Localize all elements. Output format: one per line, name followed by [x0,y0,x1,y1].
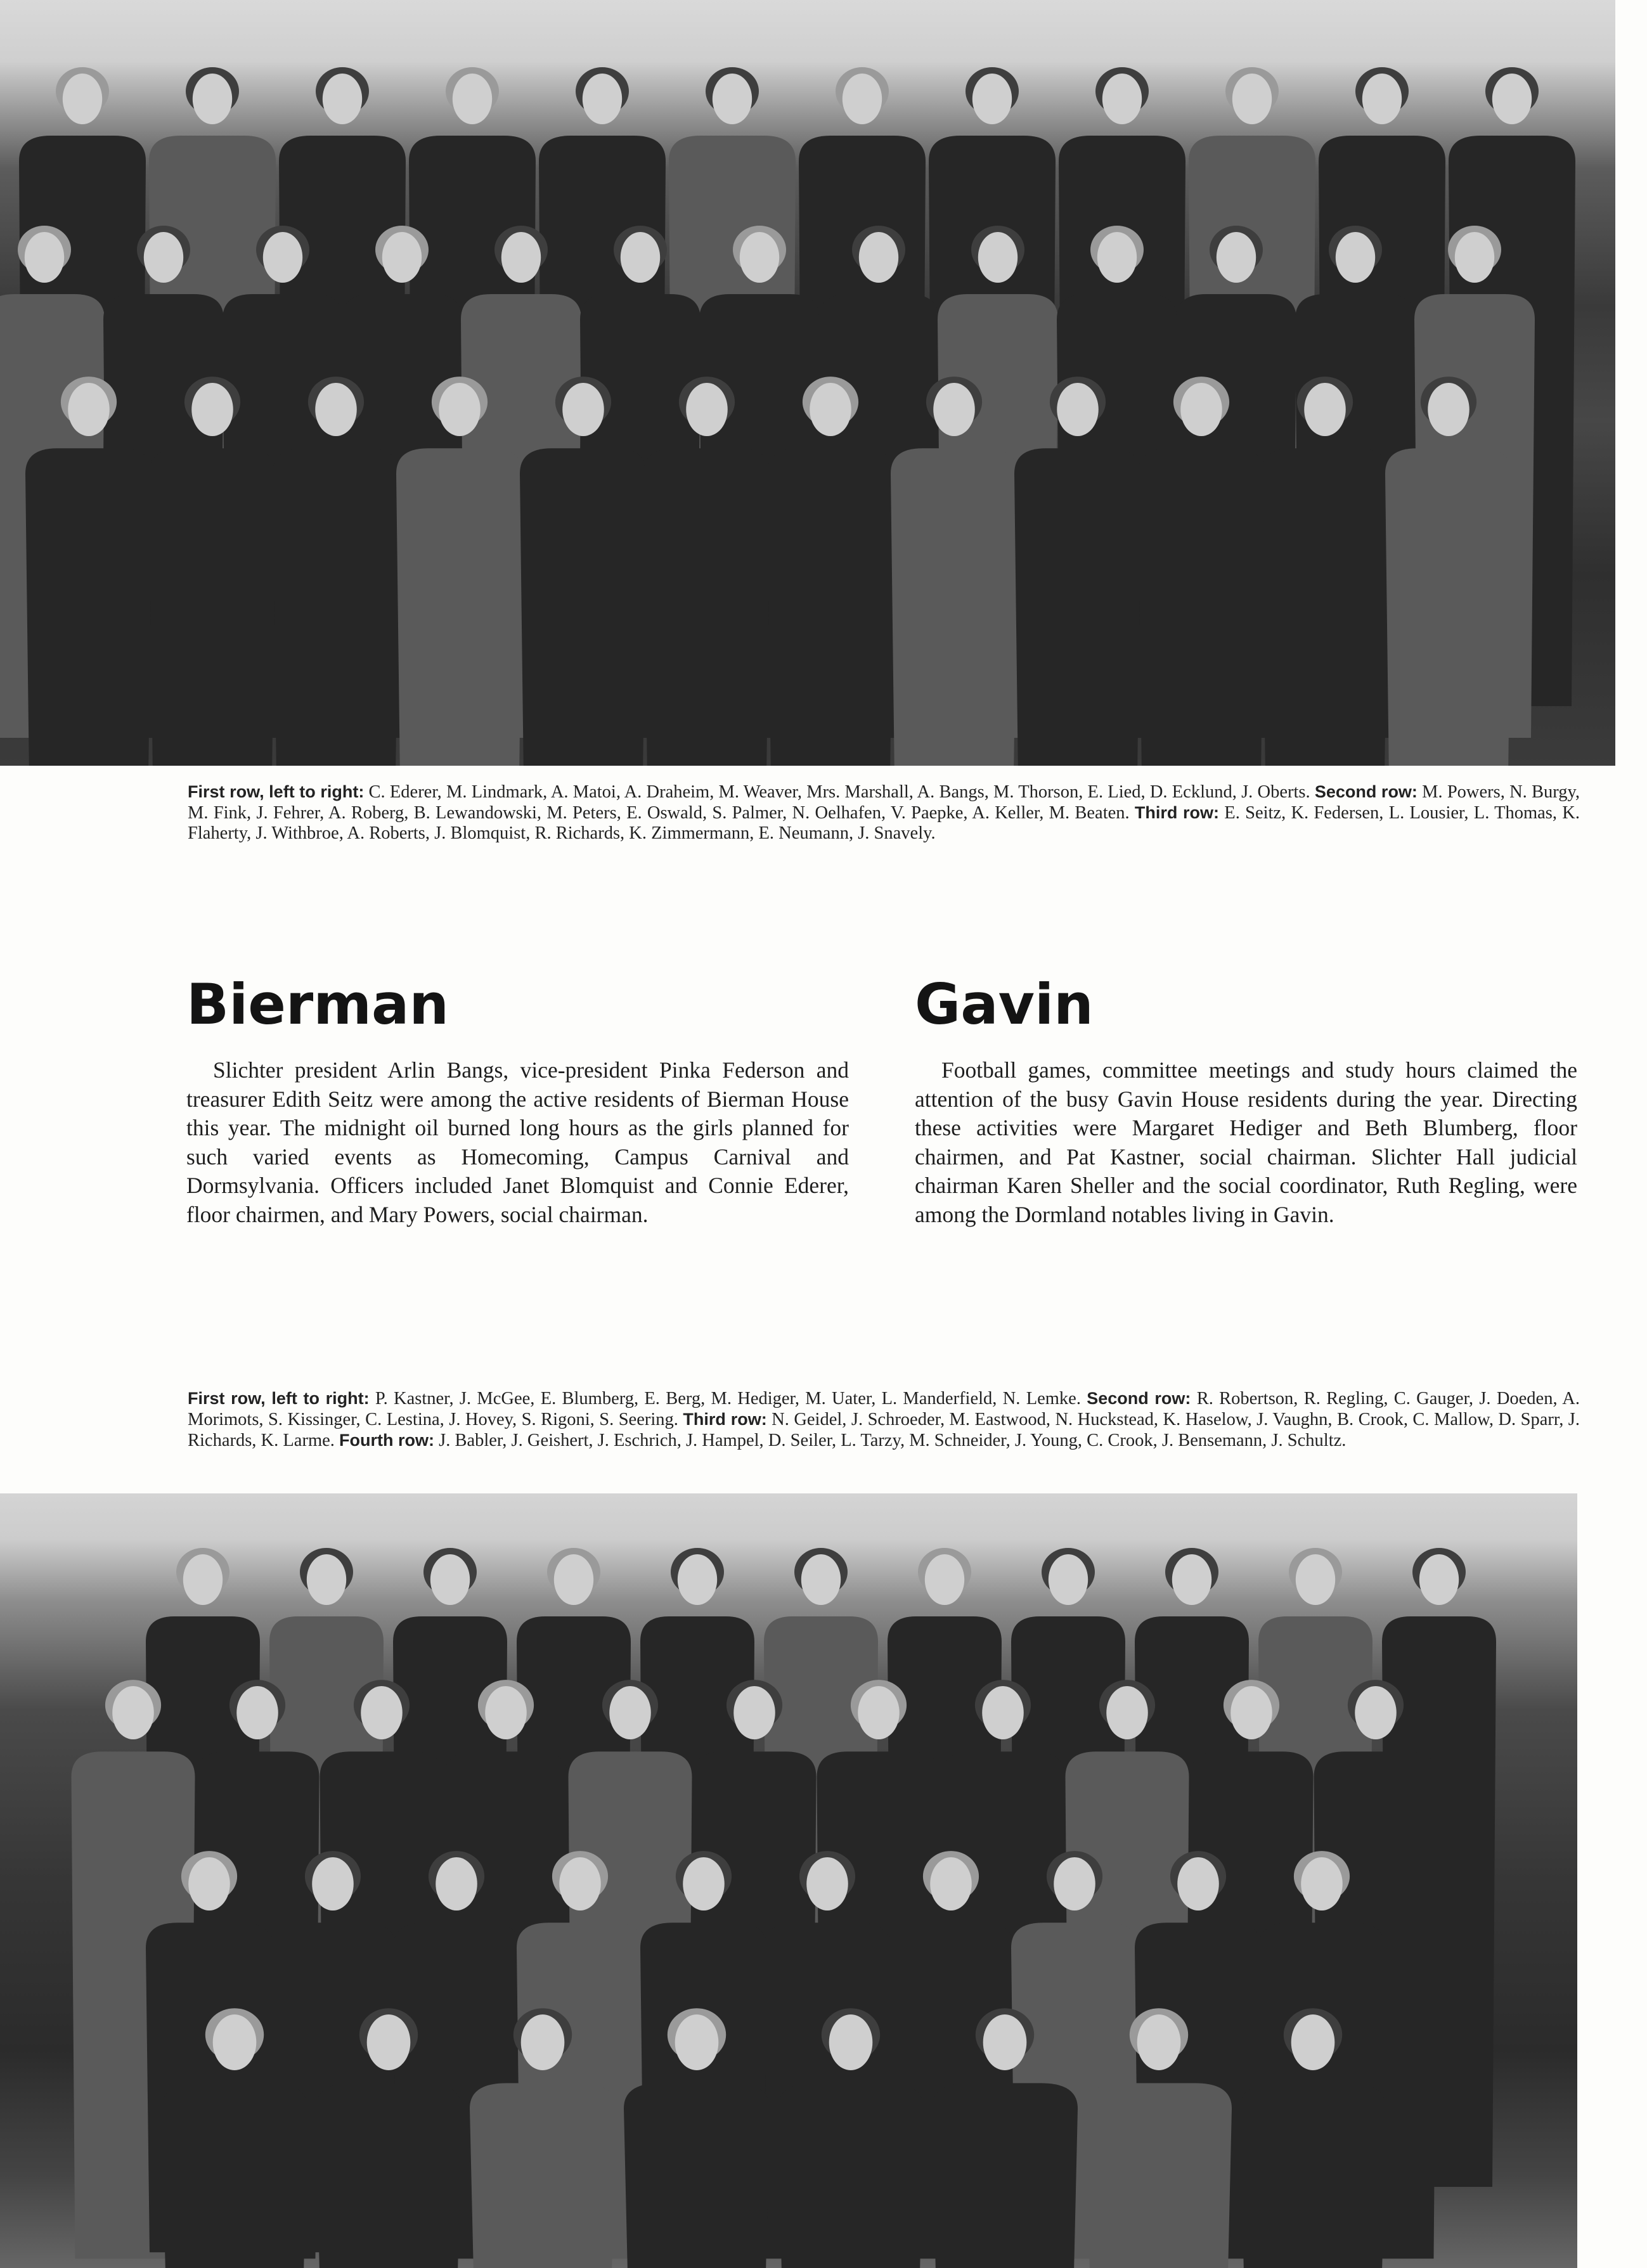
person-face [609,1686,651,1739]
person-silhouette [149,448,276,766]
person-face [1057,383,1099,436]
caption-row-label: Second row: [1087,1389,1191,1408]
person-face [1492,74,1532,124]
person-face [1230,1686,1272,1739]
person-face [144,232,183,283]
person-face [361,1686,403,1739]
person-face [1336,232,1375,283]
person-face [430,1554,470,1605]
caption-row-names: E. Seitz, K. Federsen, L. Lousier, L. Thomas, K. Flaherty, J. Withbroe, A. Roberts, J. Blomquist, R. Richards, K. Zimmermann, E. Neumann, J. Snavely. [188,803,1580,843]
person-face [972,74,1012,124]
person-face [740,232,779,283]
caption-row-label: First row, left to right: [188,1389,370,1408]
bierman-headline: Bierman [186,972,449,1037]
person-face [1049,1554,1088,1605]
person-face [925,1554,964,1605]
person-silhouette [778,2083,924,2268]
person-face [1106,1686,1148,1739]
person-face [858,1686,900,1739]
caption-row-names: N. Geidel, J. Schroeder, M. Eastwood, N. Huckstead, K. Haselow, J. Vaughn, B. Crook, C. Mallow, D. Sparr, J. Richards, K. Larme. [188,1410,1580,1450]
gavin-group-photo [0,1493,1577,2268]
person-face [323,74,362,124]
person-face [436,1857,477,1910]
gavin-photo-figures [0,1493,1577,2268]
person-silhouette [1240,2083,1386,2268]
person-face [188,1857,230,1910]
bierman-group-photo [0,0,1615,766]
person-silhouette [767,448,894,766]
person-face [683,1857,725,1910]
person-face [367,2014,411,2070]
person-face [1180,383,1222,436]
person-face [810,383,851,436]
person-face [1301,1857,1343,1910]
person-face [978,232,1017,283]
person-silhouette [1262,448,1388,766]
bierman-photo-figures [0,0,1615,766]
person-silhouette [162,2083,307,2268]
person-face [1455,232,1494,283]
person-face [1102,74,1142,124]
bierman-photo-caption [188,782,1580,844]
caption-row-label: First row, left to right: [188,782,365,801]
person-face [236,1686,278,1739]
person-face [933,383,975,436]
person-face [930,1857,972,1910]
person-silhouette [25,448,152,766]
person-face [1217,232,1256,283]
person-face [501,232,541,283]
person-silhouette [1385,448,1512,766]
person-face [1177,1857,1219,1910]
person-face [733,1686,775,1739]
person-face [1355,1686,1397,1739]
person-face [25,232,64,283]
gavin-article-text: Football games, committee meetings and study hours claimed the attention of the busy Gavin House residents during the year. Directing these activities were Margaret Hediger and Beth Blumberg, floor chairmen, and Pat Kastner, social chairman. Slichter Hall judicial chairman Karen Sheller and the social coordinator, Ruth Regling, were among the Dormland notables living in Gavin. [915,1057,1577,1227]
person-face [583,74,622,124]
person-face [1172,1554,1211,1605]
person-face [1296,1554,1335,1605]
person-face [554,1554,593,1605]
caption-row-names: R. Robertson, R. Regling, C. Gauger, J. Doeden, A. Morimots, S. Kissinger, C. Lestina, J. Hovey, S. Rigoni, S. Seering. [188,1389,1580,1429]
person-silhouette [470,2083,616,2268]
person-face [191,383,233,436]
person-face [843,74,882,124]
caption-row-label: Fourth row: [339,1431,434,1450]
person-face [183,1554,223,1605]
person-face [68,383,110,436]
person-face [1428,383,1469,436]
gavin-photo-caption [188,1388,1580,1451]
person-silhouette [624,2083,770,2268]
person-face [982,1686,1024,1739]
person-silhouette [316,2083,462,2268]
person-face [801,1554,841,1605]
person-silhouette [396,448,523,766]
person-face [1419,1554,1459,1605]
person-face [859,232,898,283]
caption-row-label: Second row: [1314,782,1418,801]
person-silhouette [643,448,770,766]
caption-row-names: C. Ederer, M. Lindmark, A. Matoi, A. Draheim, M. Weaver, Mrs. Marshall, A. Bangs, M. Thorson, E. Lied, D. Ecklund, J. Oberts. [364,782,1315,802]
person-face [1137,2014,1181,2070]
person-silhouette [273,448,399,766]
person-face [453,74,492,124]
person-silhouette [520,448,647,766]
gavin-headline: Gavin [915,972,1094,1037]
caption-row-label: Third row: [683,1410,767,1429]
person-face [562,383,604,436]
caption-row-names: J. Babler, J. Geishert, J. Eschrich, J. Hampel, D. Seiler, L. Tarzy, M. Schneider, J. Young, C. Crook, J. Bensemann, J. Schultz. [434,1431,1347,1450]
person-face [439,383,481,436]
person-face [485,1686,527,1739]
person-silhouette [1138,448,1265,766]
person-face [983,2014,1027,2070]
person-face [559,1857,601,1910]
person-face [678,1554,717,1605]
person-face [1054,1857,1095,1910]
bierman-article-text: Slichter president Arlin Bangs, vice-president Pinka Federson and treasurer Edith Seitz were among the active residents of Bierman House this year. The midnight oil burned long hours as the girls planned for such varied events as Homecoming, Campus Carnival and Dormsylvania. Officers included Janet Blomquist and Connie Ederer, floor chairmen, and Mary Powers, social chairman. [186,1057,849,1227]
person-face [829,2014,873,2070]
caption-row-names: P. Kastner, J. McGee, E. Blumberg, E. Berg, M. Hediger, M. Uater, L. Manderfield, N. Lemke. [369,1389,1087,1408]
person-face [312,1857,354,1910]
person-silhouette [891,448,1017,766]
person-face [63,74,102,124]
person-face [263,232,302,283]
person-face [315,383,357,436]
person-silhouette [1086,2083,1232,2268]
person-face [1291,2014,1335,2070]
person-face [806,1857,848,1910]
person-face [675,2014,719,2070]
person-face [307,1554,346,1605]
person-face [713,74,752,124]
person-face [112,1686,154,1739]
person-face [1362,74,1402,124]
caption-row-names: M. Powers, N. Burgy, M. Fink, J. Fehrer, A. Roberg, B. Lewandowski, M. Peters, E. Oswald, S. Palmer, N. Oelhafen, V. Paepke, A. Keller, M. Beaten. [188,782,1580,823]
person-face [1097,232,1137,283]
person-face [382,232,422,283]
person-face [521,2014,565,2070]
person-face [213,2014,257,2070]
person-face [1304,383,1346,436]
person-face [686,383,728,436]
person-face [621,232,660,283]
person-silhouette [1014,448,1141,766]
person-face [1232,74,1272,124]
caption-row-label: Third row: [1134,803,1220,822]
person-face [193,74,232,124]
person-silhouette [932,2083,1078,2268]
